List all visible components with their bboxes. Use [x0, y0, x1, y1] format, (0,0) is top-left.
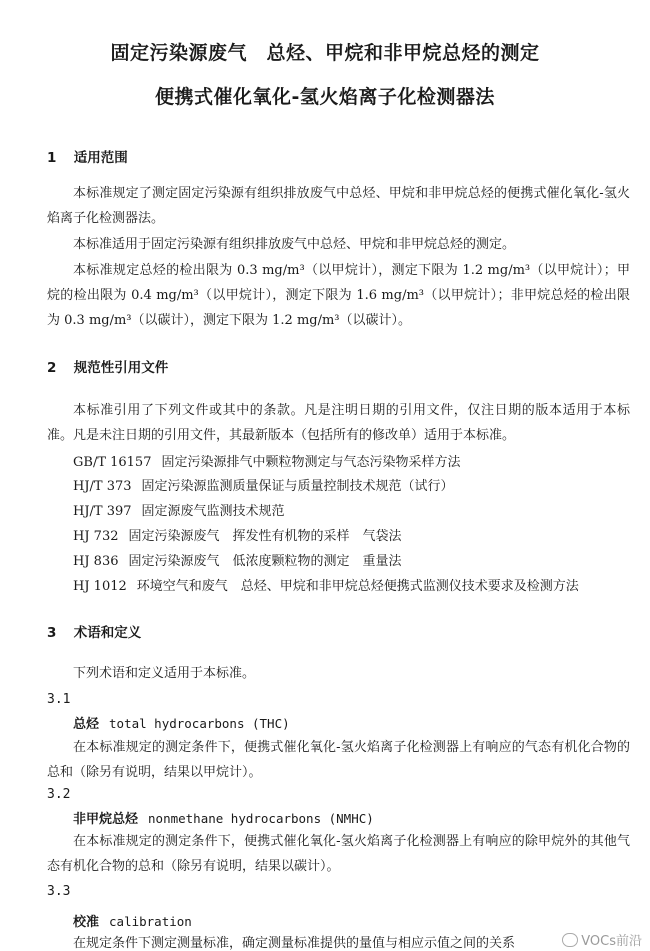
wechat-icon: [562, 933, 578, 947]
term-english: calibration: [109, 914, 192, 929]
reference-item: [73, 575, 579, 594]
reference-title: 固定污染源废气 低浓度颗粒物的测定 重量法: [128, 554, 402, 569]
term-chinese: 校准: [73, 915, 100, 930]
section1-paragraph3: 本标准规定总烃的检出限为 0.3 mg/m³（以甲烷计），测定下限为 1.2 mg/m³（以甲烷计）；甲烷的检出限为 0.4 mg/m³（以甲烷计），测定下限为 1.6 mg/m³（以甲烷计）；非甲烷总烃的检出限为 0.3 mg/m³（以碳计），测定下限为 1.2 mg/m³（以碳计）。: [47, 263, 630, 328]
term-heading: [73, 713, 290, 732]
term-number: 3.3: [47, 884, 71, 899]
reference-title: 固定污染源废气 挥发性有机物的采样 气袋法: [128, 529, 402, 544]
reference-item: [73, 550, 402, 569]
section2-number: 2: [47, 360, 57, 376]
reference-item: [73, 525, 402, 544]
term-english: total hydrocarbons (THC): [109, 716, 290, 731]
term-heading: [73, 911, 192, 930]
reference-item: [73, 500, 285, 519]
reference-item: [73, 451, 461, 470]
section1-number: 1: [47, 150, 57, 166]
term-number: 3.1: [47, 692, 71, 707]
term-heading: [73, 808, 374, 827]
reference-code: GB/T 16157: [73, 455, 152, 470]
reference-title: 固定污染源监测质量保证与质量控制技术规范（试行）: [141, 479, 454, 494]
section2-heading: [47, 356, 168, 376]
reference-code: HJ/T 397: [73, 504, 132, 519]
reference-code: HJ/T 373: [73, 479, 132, 494]
term-definition: 在本标准规定的测定条件下，便携式催化氧化-氢火焰离子化检测器上有响应的除甲烷外的其他气态有机化合物的总和（除另有说明，结果以碳计）。: [47, 834, 630, 874]
reference-code: HJ 836: [73, 554, 119, 569]
section1-heading: [47, 146, 128, 166]
watermark: [562, 930, 642, 949]
term-definition: 在规定条件下测定测量标准，确定测量标准提供的量值与相应示值之间的关系: [73, 936, 516, 951]
reference-title: 环境空气和废气 总烃、甲烷和非甲烷总烃便携式监测仪技术要求及检测方法: [136, 579, 579, 594]
section3-intro: 下列术语和定义适用于本标准。: [73, 666, 256, 681]
term-chinese: 总烃: [73, 717, 100, 732]
section3-title: 术语和定义: [73, 625, 142, 641]
section1-paragraph2: 本标准适用于固定污染源有组织排放废气中总烃、甲烷和非甲烷总烃的测定。: [73, 237, 516, 252]
reference-item: [73, 475, 454, 494]
document-title-line2: 便携式催化氧化-氢火焰离子化检测器法: [155, 86, 495, 108]
section3-heading: [47, 621, 141, 641]
section1-paragraph1: 本标准规定了测定固定污染源有组织排放废气中总烃、甲烷和非甲烷总烃的便携式催化氧化-氢火焰离子化检测器法。: [47, 186, 630, 226]
reference-title: 固定污染源排气中颗粒物测定与气态污染物采样方法: [161, 455, 461, 470]
section1-title: 适用范围: [73, 150, 128, 166]
watermark-text: VOCs前沿: [581, 934, 642, 949]
reference-code: HJ 732: [73, 529, 119, 544]
term-number: 3.2: [47, 787, 71, 802]
term-english: nonmethane hydrocarbons (NMHC): [148, 811, 374, 826]
section2-title: 规范性引用文件: [73, 360, 169, 376]
term-chinese: 非甲烷总烃: [73, 812, 139, 827]
reference-title: 固定源废气监测技术规范: [141, 504, 285, 519]
section3-number: 3: [47, 625, 57, 641]
term-definition: 在本标准规定的测定条件下，便携式催化氧化-氢火焰离子化检测器上有响应的气态有机化合物的总和（除另有说明，结果以甲烷计）。: [47, 740, 630, 780]
reference-code: HJ 1012: [73, 579, 127, 594]
document-title-line1: 固定污染源废气 总烃、甲烷和非甲烷总烃的测定: [110, 42, 540, 64]
section2-intro: 本标准引用了下列文件或其中的条款。凡是注明日期的引用文件，仅注日期的版本适用于本标准。凡是未注日期的引用文件，其最新版本（包括所有的修改单）适用于本标准。: [47, 403, 630, 443]
